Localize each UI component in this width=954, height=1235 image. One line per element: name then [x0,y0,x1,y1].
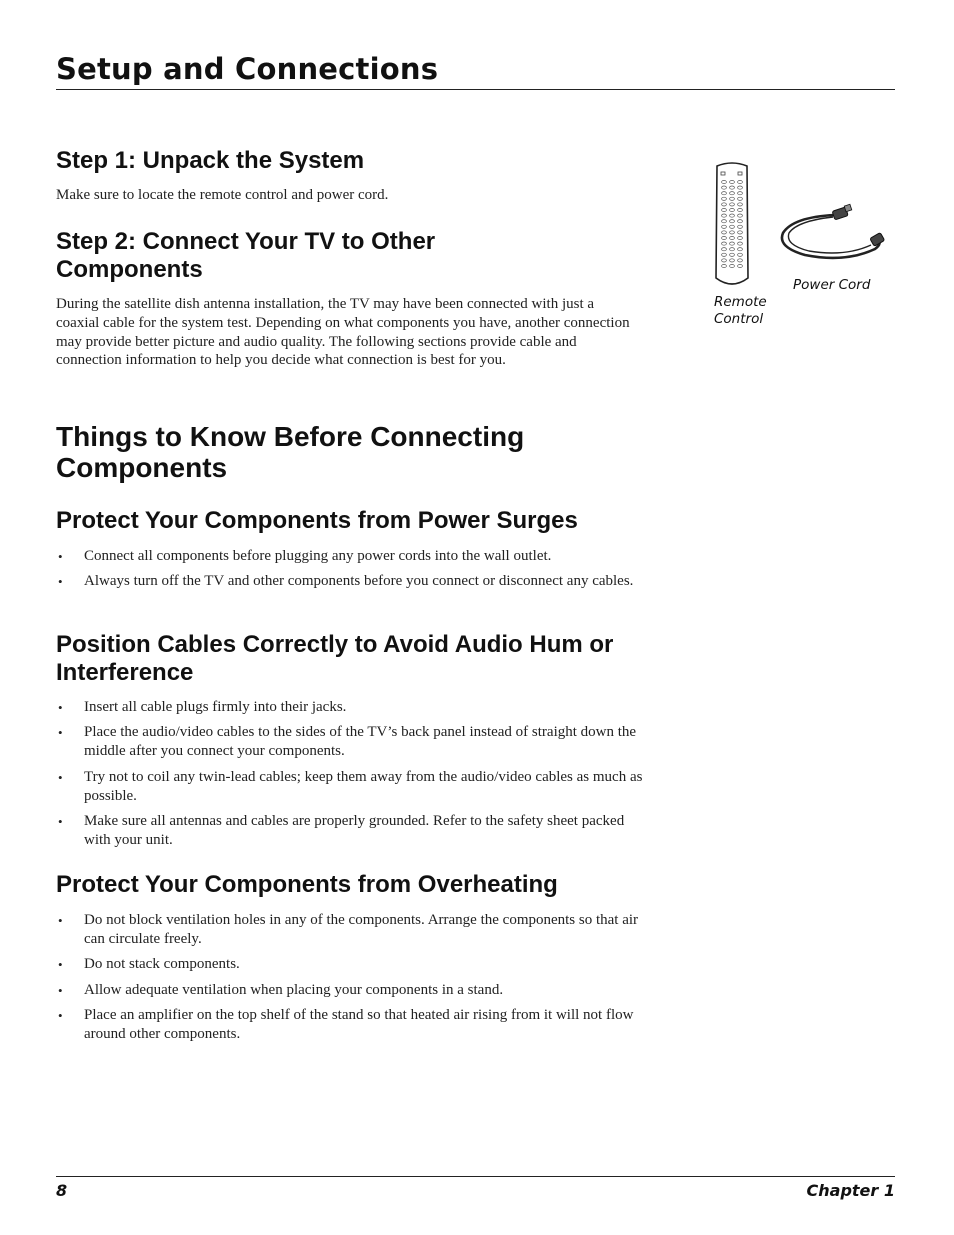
list-item: • Place the audio/video cables to the sides of the TV’s back panel instead of straight down the middle after you connect your components. [56,723,646,761]
cables-list [56,698,646,857]
list-item: • Allow adequate ventilation when placing your components in a stand. [56,981,646,1000]
list-item: • Insert all cable plugs firmly into their jacks. [56,698,646,717]
remote-caption-text: Remote Control [714,294,767,327]
footer-rule [56,1176,895,1177]
remote-caption [714,294,770,328]
surges-list [56,547,646,598]
list-item: • Always turn off the TV and other components before you connect or disconnect any cables. [56,572,646,591]
step1-heading: Step 1: Unpack the System [56,147,365,174]
overheating-heading: Protect Your Components from Overheating [56,871,558,898]
list-item: • Do not stack components. [56,955,646,974]
page-number: 8 [56,1181,68,1200]
chapter-title: Setup and Connections [56,52,439,86]
step2-text: During the satellite dish antenna installation, the TV may have been connected with just a coaxial cable for the system test. Depending on what components you have, another connection may provide better picture and audio quality. The following sections provide cable and connection information to help you decide what connection is best for you. [56,296,630,369]
list-item: • Make sure all antennas and cables are properly grounded. Refer to the safety sheet packed with your unit. [56,812,646,850]
overheating-list [56,911,646,1051]
remote-control-icon [711,160,753,290]
list-item: • Connect all components before plugging any power cords into the wall outlet. [56,547,646,566]
header-rule [56,89,895,90]
power-cord-icon [775,203,887,265]
things-heading: Things to Know Before Connecting Components [56,421,525,483]
list-item: • Try not to coil any twin-lead cables; keep them away from the audio/video cables as much as possible. [56,768,646,806]
cables-heading: Position Cables Correctly to Avoid Audio Hum or Interference [56,631,614,686]
step2-heading: Step 2: Connect Your TV to Other Components [56,228,436,283]
chapter-label: Chapter 1 [806,1181,895,1200]
cord-caption: Power Cord [793,277,871,293]
surges-heading: Protect Your Components from Power Surges [56,507,578,534]
list-item: • Do not block ventilation holes in any of the components. Arrange the components so that air can circulate freely. [56,911,646,949]
step1-text: Make sure to locate the remote control and power cord. [56,187,389,203]
list-item: • Place an amplifier on the top shelf of the stand so that heated air rising from it will not flow around other components. [56,1006,646,1044]
